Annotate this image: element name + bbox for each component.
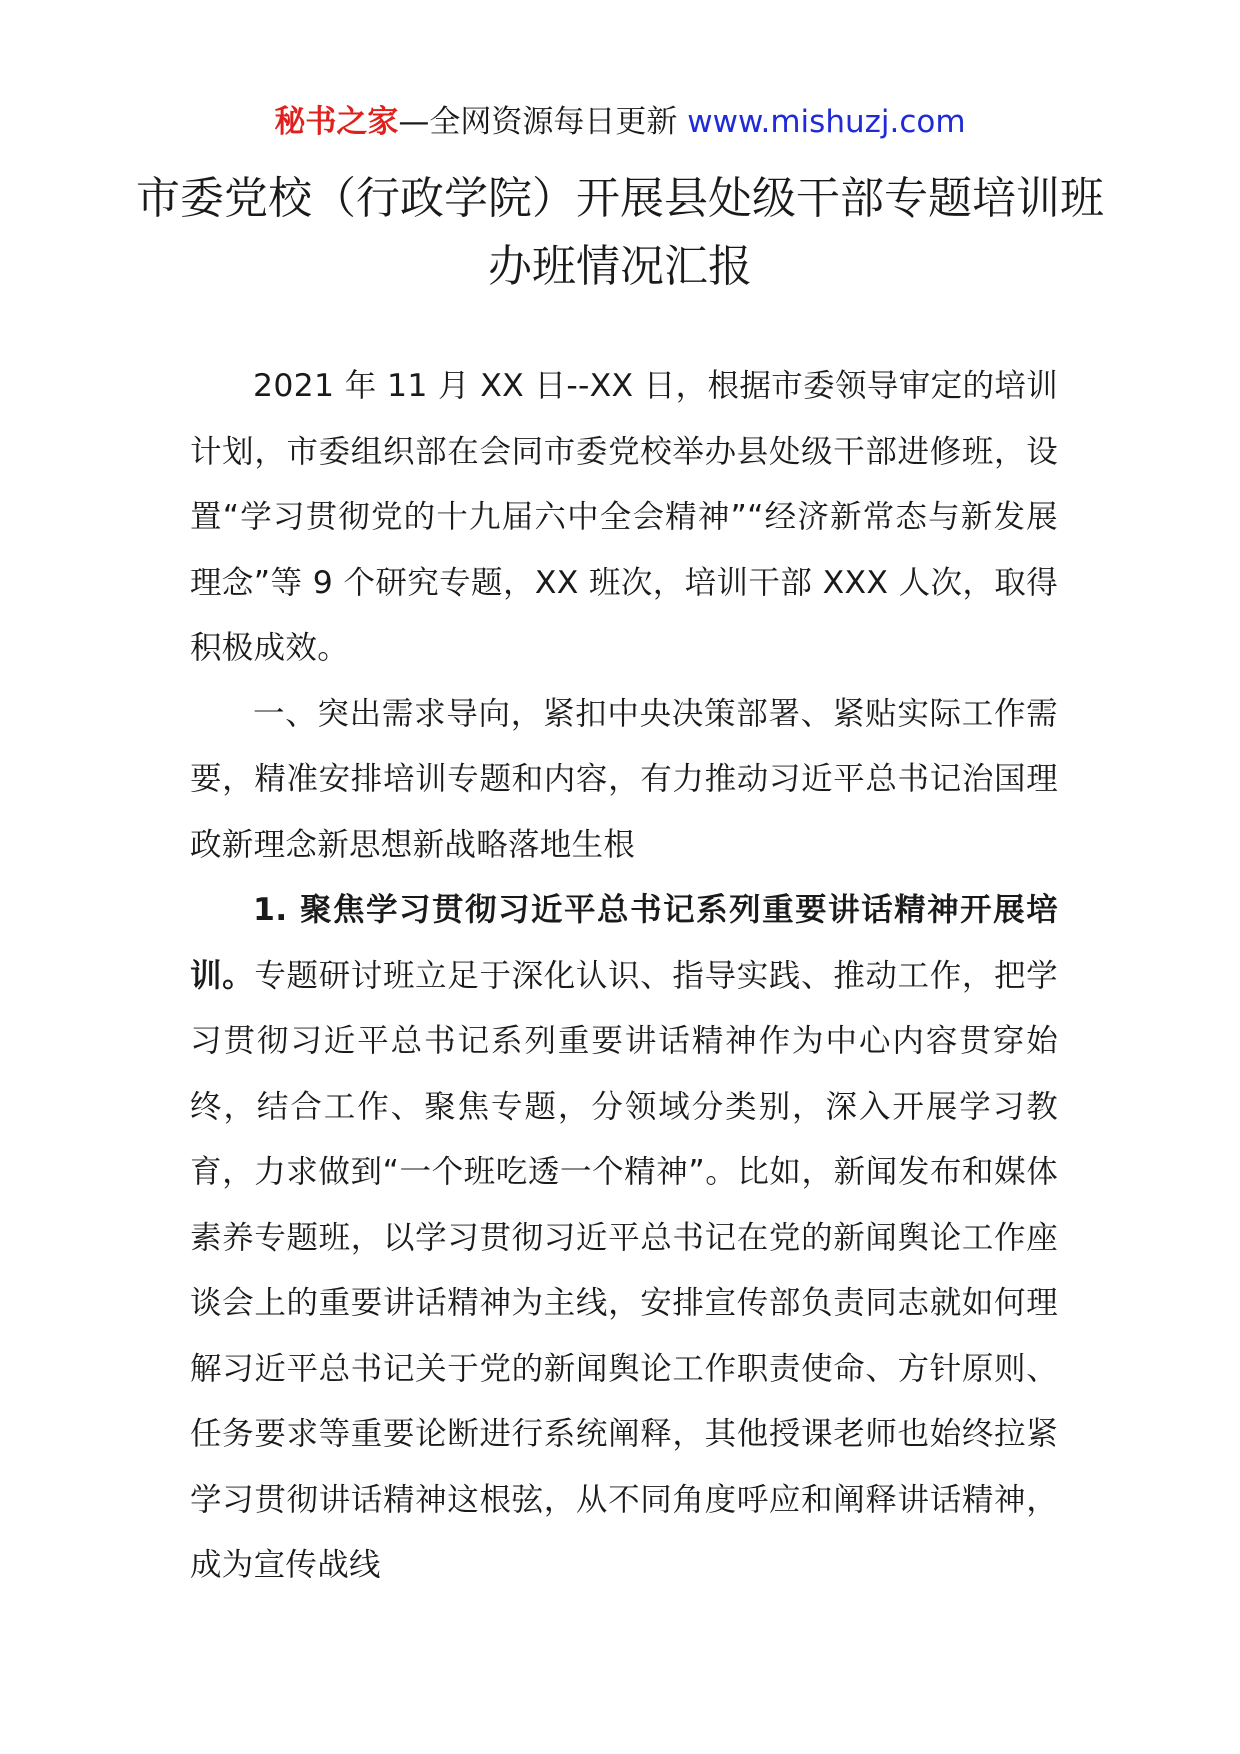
site-url: www.mishuzj.com: [687, 104, 966, 140]
point-1-lead: 1. 聚焦学习贯彻习近平总书记系列重要讲话精神开展培训。: [190, 892, 1058, 994]
paragraph-point-1: [190, 878, 1058, 1599]
site-banner: [0, 100, 1240, 144]
document-title: 市委党校（行政学院）开展县处级干部专题培训班办班情况汇报: [136, 173, 1104, 292]
document-body: [190, 354, 1058, 1599]
paragraph-intro: 2021 年 11 月 XX 日--XX 日，根据市委领导审定的培训计划，市委组织部在会同市委党校举办县处级干部进修班，设置“学习贯彻党的十九届六中全会精神”“经济新常态与新发展理念”等 9 个研究专题，XX 班次，培训干部 XXX 人次，取得积极成效。: [190, 368, 1058, 666]
section-heading-1: 一、突出需求导向，紧扣中央决策部署、紧贴实际工作需要，精准安排培训专题和内容，有力推动习近平总书记治国理政新理念新思想新战略落地生根: [190, 695, 1058, 863]
banner-tagline: —全网资源每日更新: [398, 104, 688, 140]
point-1-text: 专题研讨班立足于深化认识、指导实践、推动工作，把学习贯彻习近平总书记系列重要讲话精神作为中心内容贯穿始终，结合工作、聚焦专题，分领域分类别，深入开展学习教育，力求做到“一个班吃透一个精神”。比如，新闻发布和媒体素养专题班，以学习贯彻习近平总书记在党的新闻舆论工作座谈会上的重要讲话精神为主线，安排宣传部负责同志就如何理解习近平总书记关于党的新闻舆论工作职责使命、方针原则、任务要求等重要论断进行系统阐释，其他授课老师也始终拉紧学习贯彻讲话精神这根弦，从不同角度呼应和阐释讲话精神，成为宣传战线: [190, 957, 1058, 1583]
brand-name: 秘书之家: [274, 104, 399, 140]
